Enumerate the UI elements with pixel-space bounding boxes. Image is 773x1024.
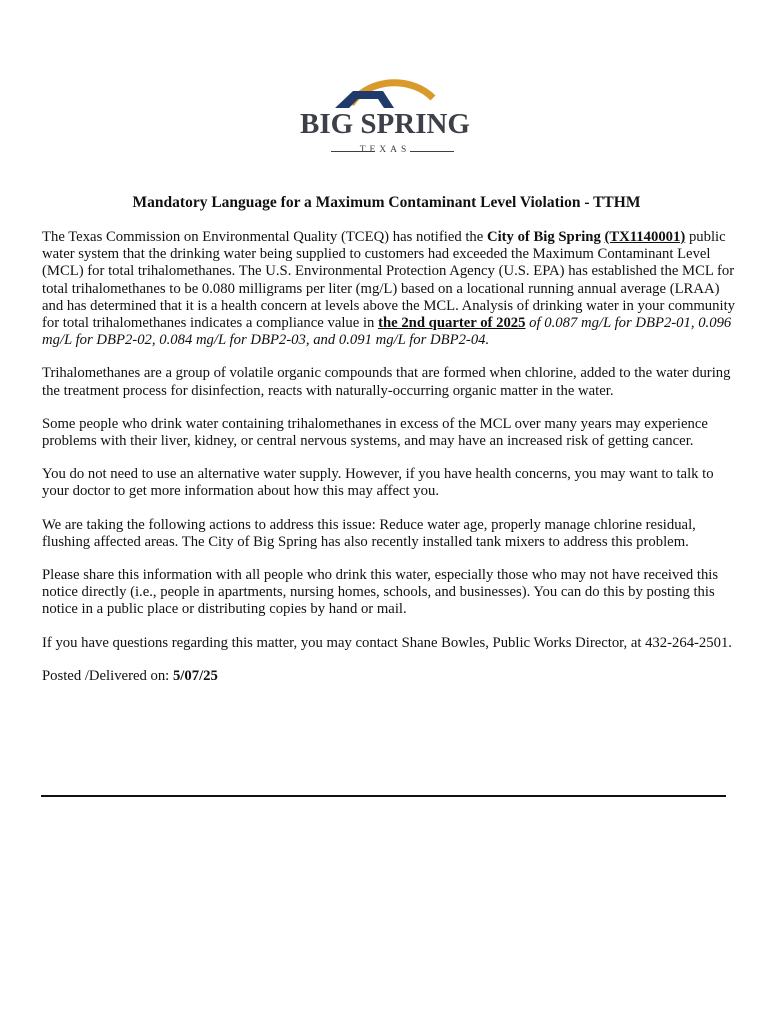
notice-title: Mandatory Language for a Maximum Contaminant Level Violation - TTHM — [132, 194, 641, 211]
notice-paragraph-alternative-supply: You do not need to use an alternative water supply. However, if you have health concerns, you may want to talk to your doctor to get more information about how this may affect you. — [42, 466, 714, 500]
notice-paragraph-actions: We are taking the following actions to address this issue: Reduce water age, properly manage chlorine residual, flushing affected areas. The City of Big Spring has also recently installed tank mixers to address this problem. — [42, 516, 696, 550]
notice-paragraph-share: Please share this information with all people who drink this water, especially those who may not have received this notice directly (i.e., people in apartments, nursing homes, schools, and businesses). You can do this by posting this notice in a public place or distributing copies by hand or mail. — [42, 567, 719, 618]
system-id: (TX1140001) — [604, 229, 686, 245]
logo-roof-icon — [335, 91, 394, 108]
city-logo — [295, 58, 475, 168]
posted-line — [42, 668, 737, 685]
compliance-values: of 0.087 mg/L for DBP2-01, 0.096 mg/L for DBP2-02, 0.084 mg/L for DBP2-03, and 0.091 mg/L for DBP2-04. — [42, 315, 732, 349]
notice-paragraph-definition: Trihalomethanes are a group of volatile organic compounds that are formed when chlorine, added to the water during the treatment process for disinfection, reacts with naturally-occurring organic matter in the water. — [42, 365, 731, 399]
notice-paragraph-health-effects: Some people who drink water containing trihalomethanes in excess of the MCL over many years may experience problems with their liver, kidney, or central nervous systems, and may have an increased risk of getting cancer. — [42, 415, 708, 450]
posted-date: 5/07/25 — [172, 667, 218, 684]
footer-divider — [41, 795, 726, 797]
logo-divider-right — [410, 151, 454, 152]
logo-subtitle: TEXAS — [359, 145, 411, 155]
compliance-period: the 2nd quarter of 2025 — [378, 315, 526, 332]
system-name: City of Big Spring — [486, 229, 601, 245]
posted-label: Posted /Delivered on: — [42, 667, 173, 684]
logo-name: BIG SPRING — [299, 108, 470, 140]
notice-paragraph-violation: The Texas Commission on Environmental Quality (TCEQ) has notified the City of Big Spring (TX1140001) public water system that the drinking water being supplied to customers had exceeded the Maximum Contaminant Level (MCL) for total trihalomethanes. The U.S. Environmental Protection Agency (U.S. EPA) has established the MCL for total trihalomethanes to be 0.080 milligrams per liter (mg/L) based on a locational running annual average (LRAA) and has determined that it is a health concern at levels above the MCL. Analysis of drinking water in your community for total trihalomethanes indicates a compliance value in the 2nd quarter of 2025 of 0.087 mg/L for DBP2-01, 0.096 mg/L for DBP2-02, 0.084 mg/L for DBP2-03, and 0.091 mg/L for DBP2-04. — [42, 229, 735, 349]
notice-paragraph-contact: If you have questions regarding this matter, you may contact Shane Bowles, Public Works Director, at 432-264-2501. — [42, 634, 732, 651]
notice-body — [42, 229, 737, 701]
